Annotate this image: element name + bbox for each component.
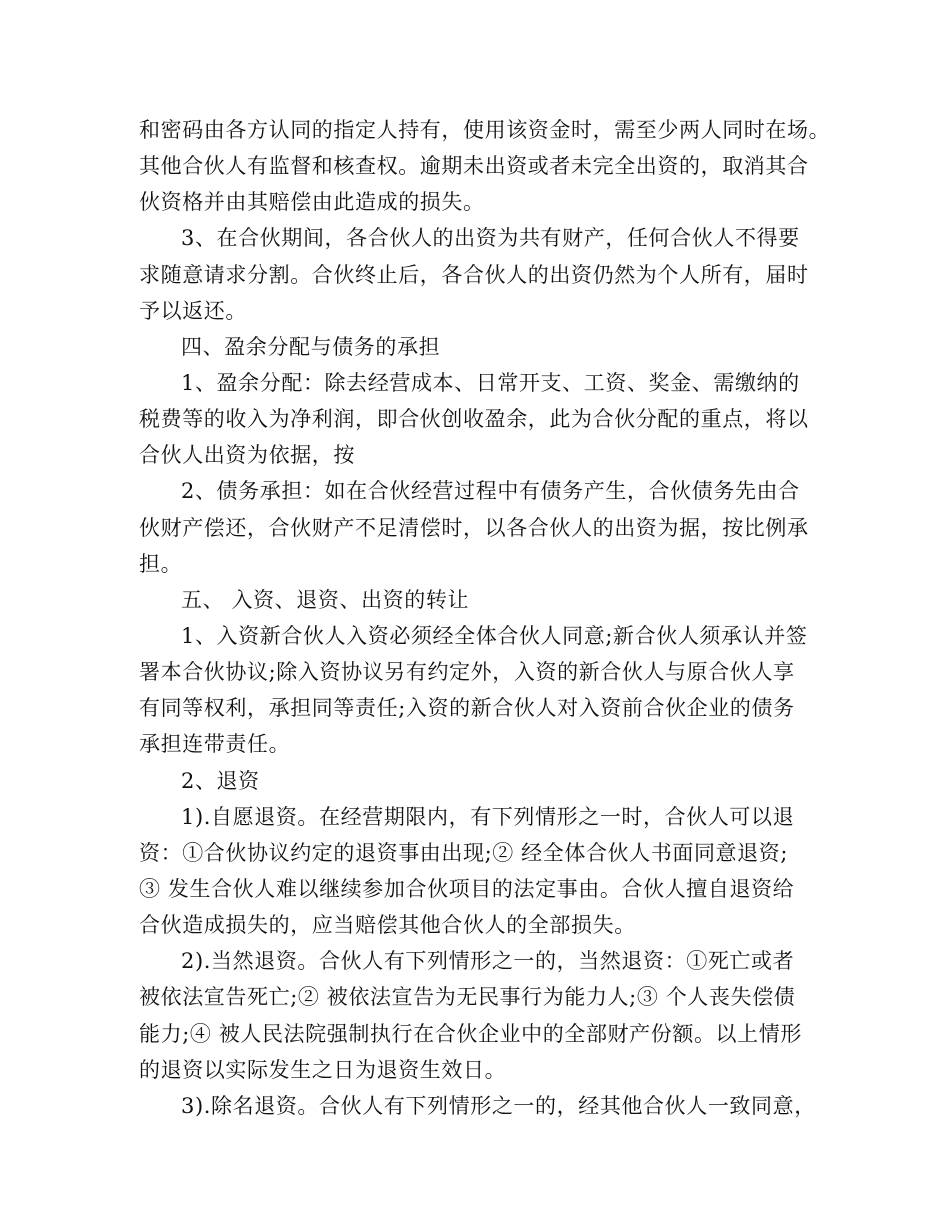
text-line: 担。 [139, 551, 183, 576]
text-line: 2).当然退资。合伙人有下列情形之一的，当然退资：①死亡或者 [181, 949, 795, 974]
text-line: 合伙人出资为依据，按 [139, 443, 355, 468]
text-line: 的退资以实际发生之日为退资生效日。 [139, 1057, 507, 1082]
document-body [139, 112, 839, 1124]
text-line: 署本合伙协议;除入资协议另有约定外，入资的新合伙人与原合伙人享 [139, 660, 795, 685]
text-line: 1、盈余分配：除去经营成本、日常开支、工资、奖金、需缴纳的 [181, 370, 800, 395]
text-line: 伙资格并由其赔偿由此造成的损失。 [139, 190, 485, 215]
text-line: 五、 入资、退资、出资的转让 [181, 587, 470, 612]
text-line: 其他合伙人有监督和核查权。逾期未出资或者未完全出资的，取消其合 [139, 154, 809, 179]
text-line: 资：①合伙协议约定的退资事由出现;② 经全体合伙人书面同意退资; [139, 840, 789, 865]
text-line: 有同等权利，承担同等责任;入资的新合伙人对入资前合伙企业的债务 [139, 696, 795, 721]
text-line: 被依法宣告死亡;② 被依法宣告为无民事行为能力人;③ 个人丧失偿债 [139, 985, 796, 1010]
text-line: 予以返还。 [139, 298, 247, 323]
text-line: 伙财产偿还，合伙财产不足清偿时，以各合伙人的出资为据，按比例承 [139, 515, 809, 540]
text-line: ③ 发生合伙人难以继续参加合伙项目的法定事由。合伙人擅自退资给 [139, 876, 795, 901]
text-line: 求随意请求分割。合伙终止后，各合伙人的出资仍然为个人所有，届时 [139, 262, 809, 287]
text-line: 能力;④ 被人民法院强制执行在合伙企业中的全部财产份额。以上情形 [139, 1021, 802, 1046]
text-line: 3、在合伙期间，各合伙人的出资为共有财产，任何合伙人不得要 [181, 226, 800, 251]
text-line: 2、退资 [181, 768, 260, 793]
text-line: 3).除名退资。合伙人有下列情形之一的，经其他合伙人一致同意， [181, 1093, 816, 1118]
text-line: 承担连带责任。 [139, 732, 291, 757]
text-line: 四、盈余分配与债务的承担 [181, 334, 441, 359]
text-line: 合伙造成损失的，应当赔偿其他合伙人的全部损失。 [139, 913, 636, 938]
text-line: 1).自愿退资。在经营期限内，有下列情形之一时，合伙人可以退 [181, 804, 795, 829]
text-line: 1、入资新合伙人入资必须经全体合伙人同意;新合伙人须承认并签 [181, 623, 808, 648]
text-line: 2、债务承担：如在合伙经营过程中有债务产生，合伙债务先由合 [181, 479, 800, 504]
text-line: 和密码由各方认同的指定人持有，使用该资金时，需至少两人同时在场。 [139, 118, 831, 142]
text-line: 税费等的收入为净利润，即合伙创收盈余，此为合伙分配的重点，将以 [139, 407, 809, 432]
